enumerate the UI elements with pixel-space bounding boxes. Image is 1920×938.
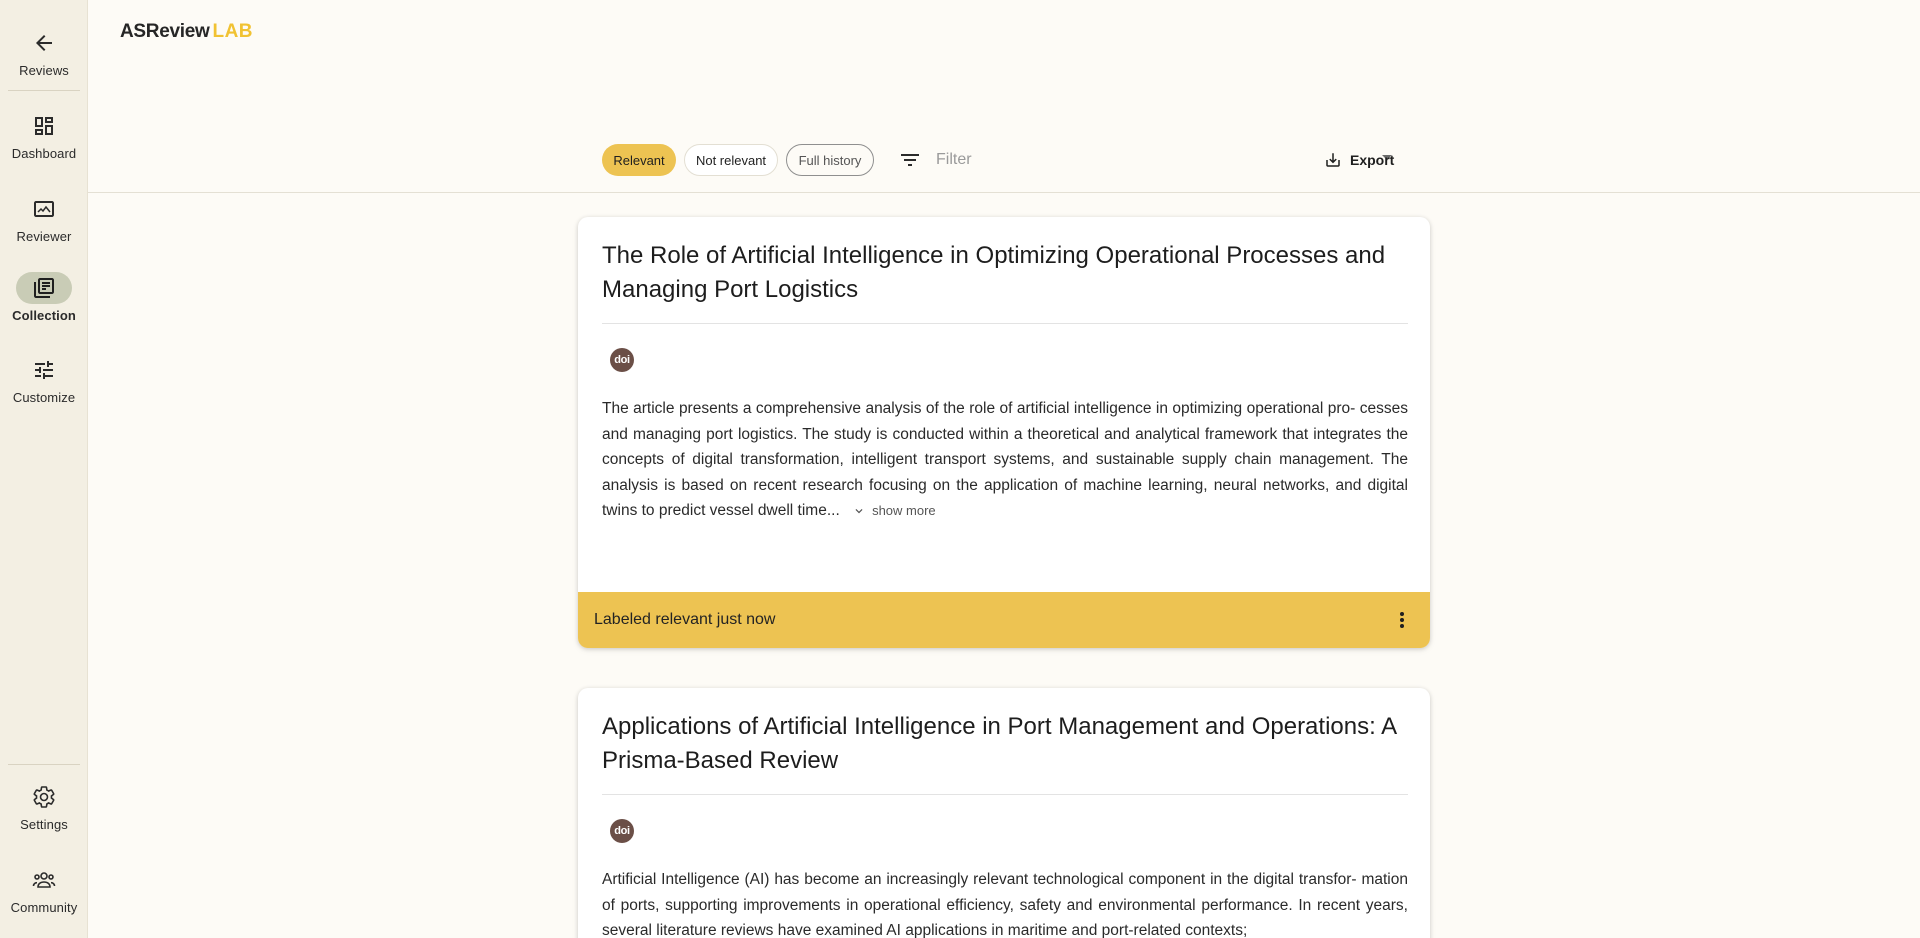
more-options-icon[interactable]	[1390, 608, 1414, 632]
nav-reviews[interactable]	[0, 27, 88, 78]
nav-settings[interactable]	[0, 781, 88, 832]
nav-collection[interactable]	[0, 272, 88, 323]
collection-icon	[16, 272, 72, 304]
gear-icon	[16, 781, 72, 813]
nav-label: Dashboard	[11, 146, 77, 161]
nav-label: Reviewer	[16, 229, 72, 244]
brand-name: ASReview	[120, 21, 210, 42]
nav-customize[interactable]	[0, 354, 88, 405]
show-more-label: show more	[872, 503, 936, 519]
chip-not-relevant[interactable]: Not relevant	[684, 144, 778, 176]
brand-suffix: LAB	[212, 21, 254, 42]
download-icon	[1324, 151, 1342, 169]
export-button[interactable]	[1324, 144, 1404, 176]
tune-icon	[16, 354, 72, 386]
nav-label: Collection	[12, 308, 76, 323]
reviewer-icon	[16, 193, 72, 225]
title-divider	[602, 323, 1408, 324]
nav-community[interactable]	[0, 864, 88, 915]
show-more-button[interactable]	[852, 498, 936, 524]
label-status: Labeled relevant just now	[594, 611, 776, 628]
abstract-text: The article presents a comprehensive analysis of the role of artificial intelligence in optimizing operational pro- cesses and managing port logistics. The study is conducted within a theoretical and analytical framework that integrates the concepts of digital transformation, intelligent transport systems, and sustainable supply chain management. The analysis is based on recent research focusing on the application of machine learning, neural networks, and digital twins to predict vessel dwell time...	[602, 400, 1408, 519]
record-card	[578, 217, 1430, 648]
doi-icon[interactable]: doi	[610, 348, 634, 372]
nav-label: Community	[10, 900, 78, 915]
record-card	[578, 688, 1430, 938]
nav-dashboard[interactable]	[0, 110, 88, 161]
filter-bar	[88, 140, 1920, 193]
nav-label: Customize	[12, 390, 76, 405]
app-logo[interactable]	[120, 21, 253, 43]
dashboard-icon	[16, 110, 72, 142]
community-icon	[16, 864, 72, 896]
chip-relevant[interactable]: Relevant	[602, 144, 676, 176]
filter-icon	[898, 148, 922, 172]
filter-placeholder: Filter	[936, 151, 972, 168]
doi-icon[interactable]: doi	[610, 819, 634, 843]
label-status-bar	[578, 592, 1430, 648]
export-label: Export	[1350, 152, 1395, 168]
sidebar	[0, 0, 88, 938]
nav-label: Reviews	[19, 63, 69, 78]
sidebar-divider	[8, 764, 80, 765]
nav-reviewer[interactable]	[0, 193, 88, 244]
chip-full-history[interactable]: Full history	[786, 144, 874, 176]
record-title: Applications of Artificial Intelligence in Port Management and Operations: A Prisma-Based Review	[602, 713, 1396, 774]
record-title: The Role of Artificial Intelligence in Optimizing Operational Processes and Managing Port Logistics	[602, 242, 1386, 303]
sidebar-divider	[8, 90, 80, 91]
record-abstract	[602, 867, 1408, 938]
title-divider	[602, 794, 1408, 795]
abstract-text: Artificial Intelligence (AI) has become an increasingly relevant technological component in the digital transfor- mation of ports, supporting improvements in operational efficiency, safety and environmental performance. In recent years, several literature reviews have examined AI applications in maritime and port-related contexts;	[602, 871, 1408, 938]
record-abstract	[602, 396, 1408, 524]
arrow-left-icon	[16, 27, 72, 59]
nav-label: Settings	[20, 817, 68, 832]
chevron-down-icon	[852, 504, 866, 518]
